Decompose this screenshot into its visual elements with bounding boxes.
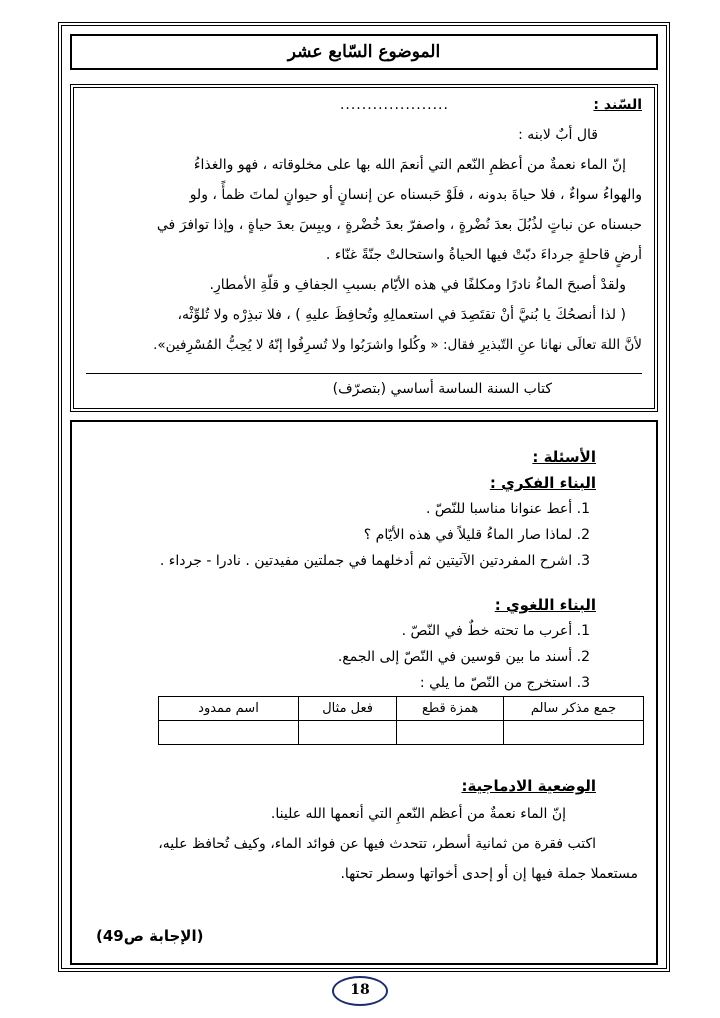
sanad-section [70,84,658,412]
page-title: الموضوع السّابع عشر [70,34,658,70]
page-frame [58,22,670,972]
sanad-dots: .................... [339,97,449,113]
table-cell [504,721,644,745]
sanad-line: حبسناه عن نباتٍ لذُبُلَ بعدَ نُضْرةٍ ، واصفرّ بعدَ خُضْرةٍ ، ويبِسَ بعدَ حياةٍ ، وإذا توافرَ في [156,217,642,233]
sanad-source: كتاب السنة الساسة أساسي (بتصرّف) [86,373,642,404]
sanad-line: والهواءُ سواءٌ ، فلا حياةَ بدونه ، فلَوْ حَبسناه عن إنسانٍ أو حيوانٍ لماتَ ظمأً ، ولو [189,187,642,203]
questions-heading: الأسئلة : [532,448,596,466]
b1-item: 2. لماذا صار الماءُ قليلاً في هذه الأيّام ؟ [363,527,590,543]
questions-section [70,420,658,965]
table-cell [397,721,504,745]
extraction-table [158,696,644,745]
b2-item: 2. أسند ما بين قوسين في النّصّ إلى الجمع. [337,649,590,665]
b2-heading: البناء اللغوي : [494,596,596,614]
integration-heading: الوضعية الادماجية: [461,777,596,795]
sanad-heading: السّند : [593,97,642,113]
sanad-line: قال أبٌ لابنه : [518,127,598,143]
table-header: فعل مثال [299,697,397,721]
sanad-line: ( لذا أنصحُكَ يا بُنيَّ أنْ تقتَصِدَ في استعمالِهِ وتُحافِظَ عليهِ ) ، فلا تبذِرْه ولا تُلوِّثْه، [177,307,626,323]
sanad-line: أرضٍ قاحلةٍ جرداءَ دبّتْ فيها الحياةُ واستحالتْ جنّةً غنّاء . [325,247,642,263]
answer-reference: (الإجابة ص49) [96,927,204,945]
sanad-line: إنّ الماء نعمةٌ من أعظمِ النّعم التي أنعمَ الله بها على مخلوقاته ، فهو والغذاءُ [193,157,626,173]
table-row [159,721,644,745]
b2-item: 1. أعرب ما تحته خطٌ في النّصّ . [401,623,590,639]
integration-line: مستعملا جملة فيها إن أو إحدى أخواتها وسطر تحتها. [340,866,638,882]
table-header: همزة قطع [397,697,504,721]
table-header: اسم ممدود [159,697,299,721]
table-cell [299,721,397,745]
b1-item: 3. اشرح المفردتين الآتيتين ثم أدخلهما في جملتين مفيدتين . نادرا - جرداء . [159,553,590,569]
sanad-line: ولقدْ أصبحَ الماءُ نادرًا ومكلفًا في هذه الأيّام بسببِ الجفافِ و قلّةِ الأمطارِ. [209,277,626,293]
table-cell [159,721,299,745]
sanad-line: لأنَّ اللهَ تعالَى نهانا عنِ التّبذيرِ فقال: « وكُلوا واشرَبُوا ولا تُسرِفُوا إنّهُ لا يُحِبُّ المُسْرِفين». [153,337,642,353]
integration-line: إنّ الماء نعمةٌ من أعظم النّعمِ التي أنعمها الله علينا. [270,806,566,822]
table-row [159,697,644,721]
page-number: 18 [332,976,388,1006]
b1-heading: البناء الفكري : [489,474,596,492]
table-header: جمع مذكر سالم [504,697,644,721]
b1-item: 1. أعط عنوانا مناسبا للنّصّ . [426,501,590,517]
integration-line: اكتب فقرة من ثمانية أسطر، تتحدث فيها عن فوائد الماء، وكيف تُحافظ عليه، [158,836,596,852]
b2-item: 3. استخرج من النّصّ ما يلي : [419,675,590,691]
